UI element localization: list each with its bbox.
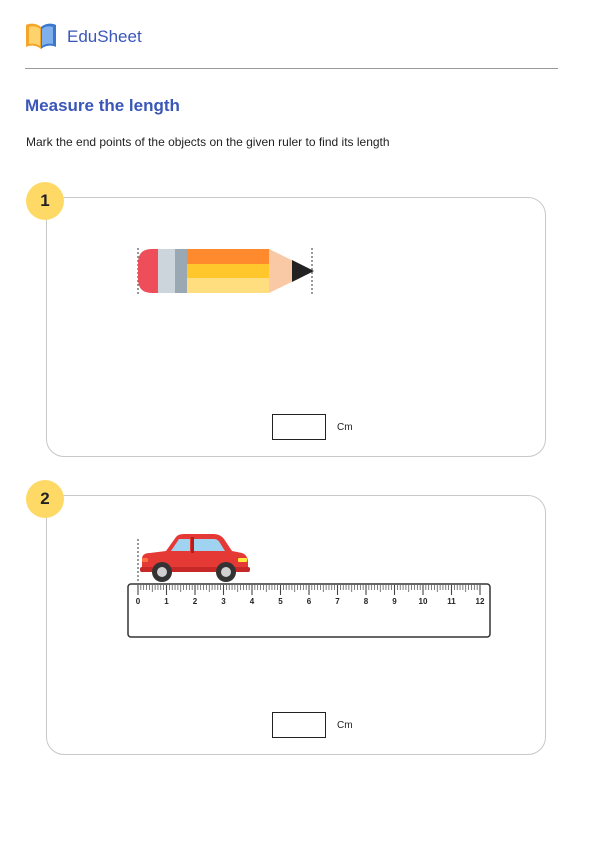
car-icon (132, 533, 252, 585)
ruler-label: 7 (335, 597, 340, 606)
header-divider (25, 68, 558, 69)
pencil-icon (134, 246, 318, 296)
ruler-label: 1 (164, 597, 169, 606)
ruler-label: 5 (278, 597, 283, 606)
open-book-icon (25, 21, 57, 51)
ruler-label: 11 (447, 597, 456, 606)
unit-label-1: Cm (337, 422, 353, 433)
ruler-label: 12 (475, 597, 485, 606)
ruler-label: 0 (135, 597, 141, 606)
answer-box-1[interactable] (272, 414, 326, 440)
question-number-badge-2: 2 (26, 480, 64, 518)
ruler-label: 10 (418, 597, 428, 606)
ruler-label: 8 (363, 597, 369, 606)
ruler-label: 6 (306, 597, 312, 606)
page-title: Measure the length (25, 96, 180, 115)
unit-label-2: Cm (337, 720, 353, 731)
ruler-label: 9 (392, 597, 397, 606)
brand-name: EduSheet (67, 27, 142, 46)
answer-box-2[interactable] (272, 712, 326, 738)
instruction-text: Mark the end points of the objects on the given ruler to find its length (26, 135, 390, 149)
question-number-badge-1: 1 (26, 182, 64, 220)
ruler (127, 583, 491, 639)
ruler-label: 2 (192, 597, 198, 606)
ruler-label: 4 (249, 597, 255, 606)
ruler-label: 3 (221, 597, 226, 606)
